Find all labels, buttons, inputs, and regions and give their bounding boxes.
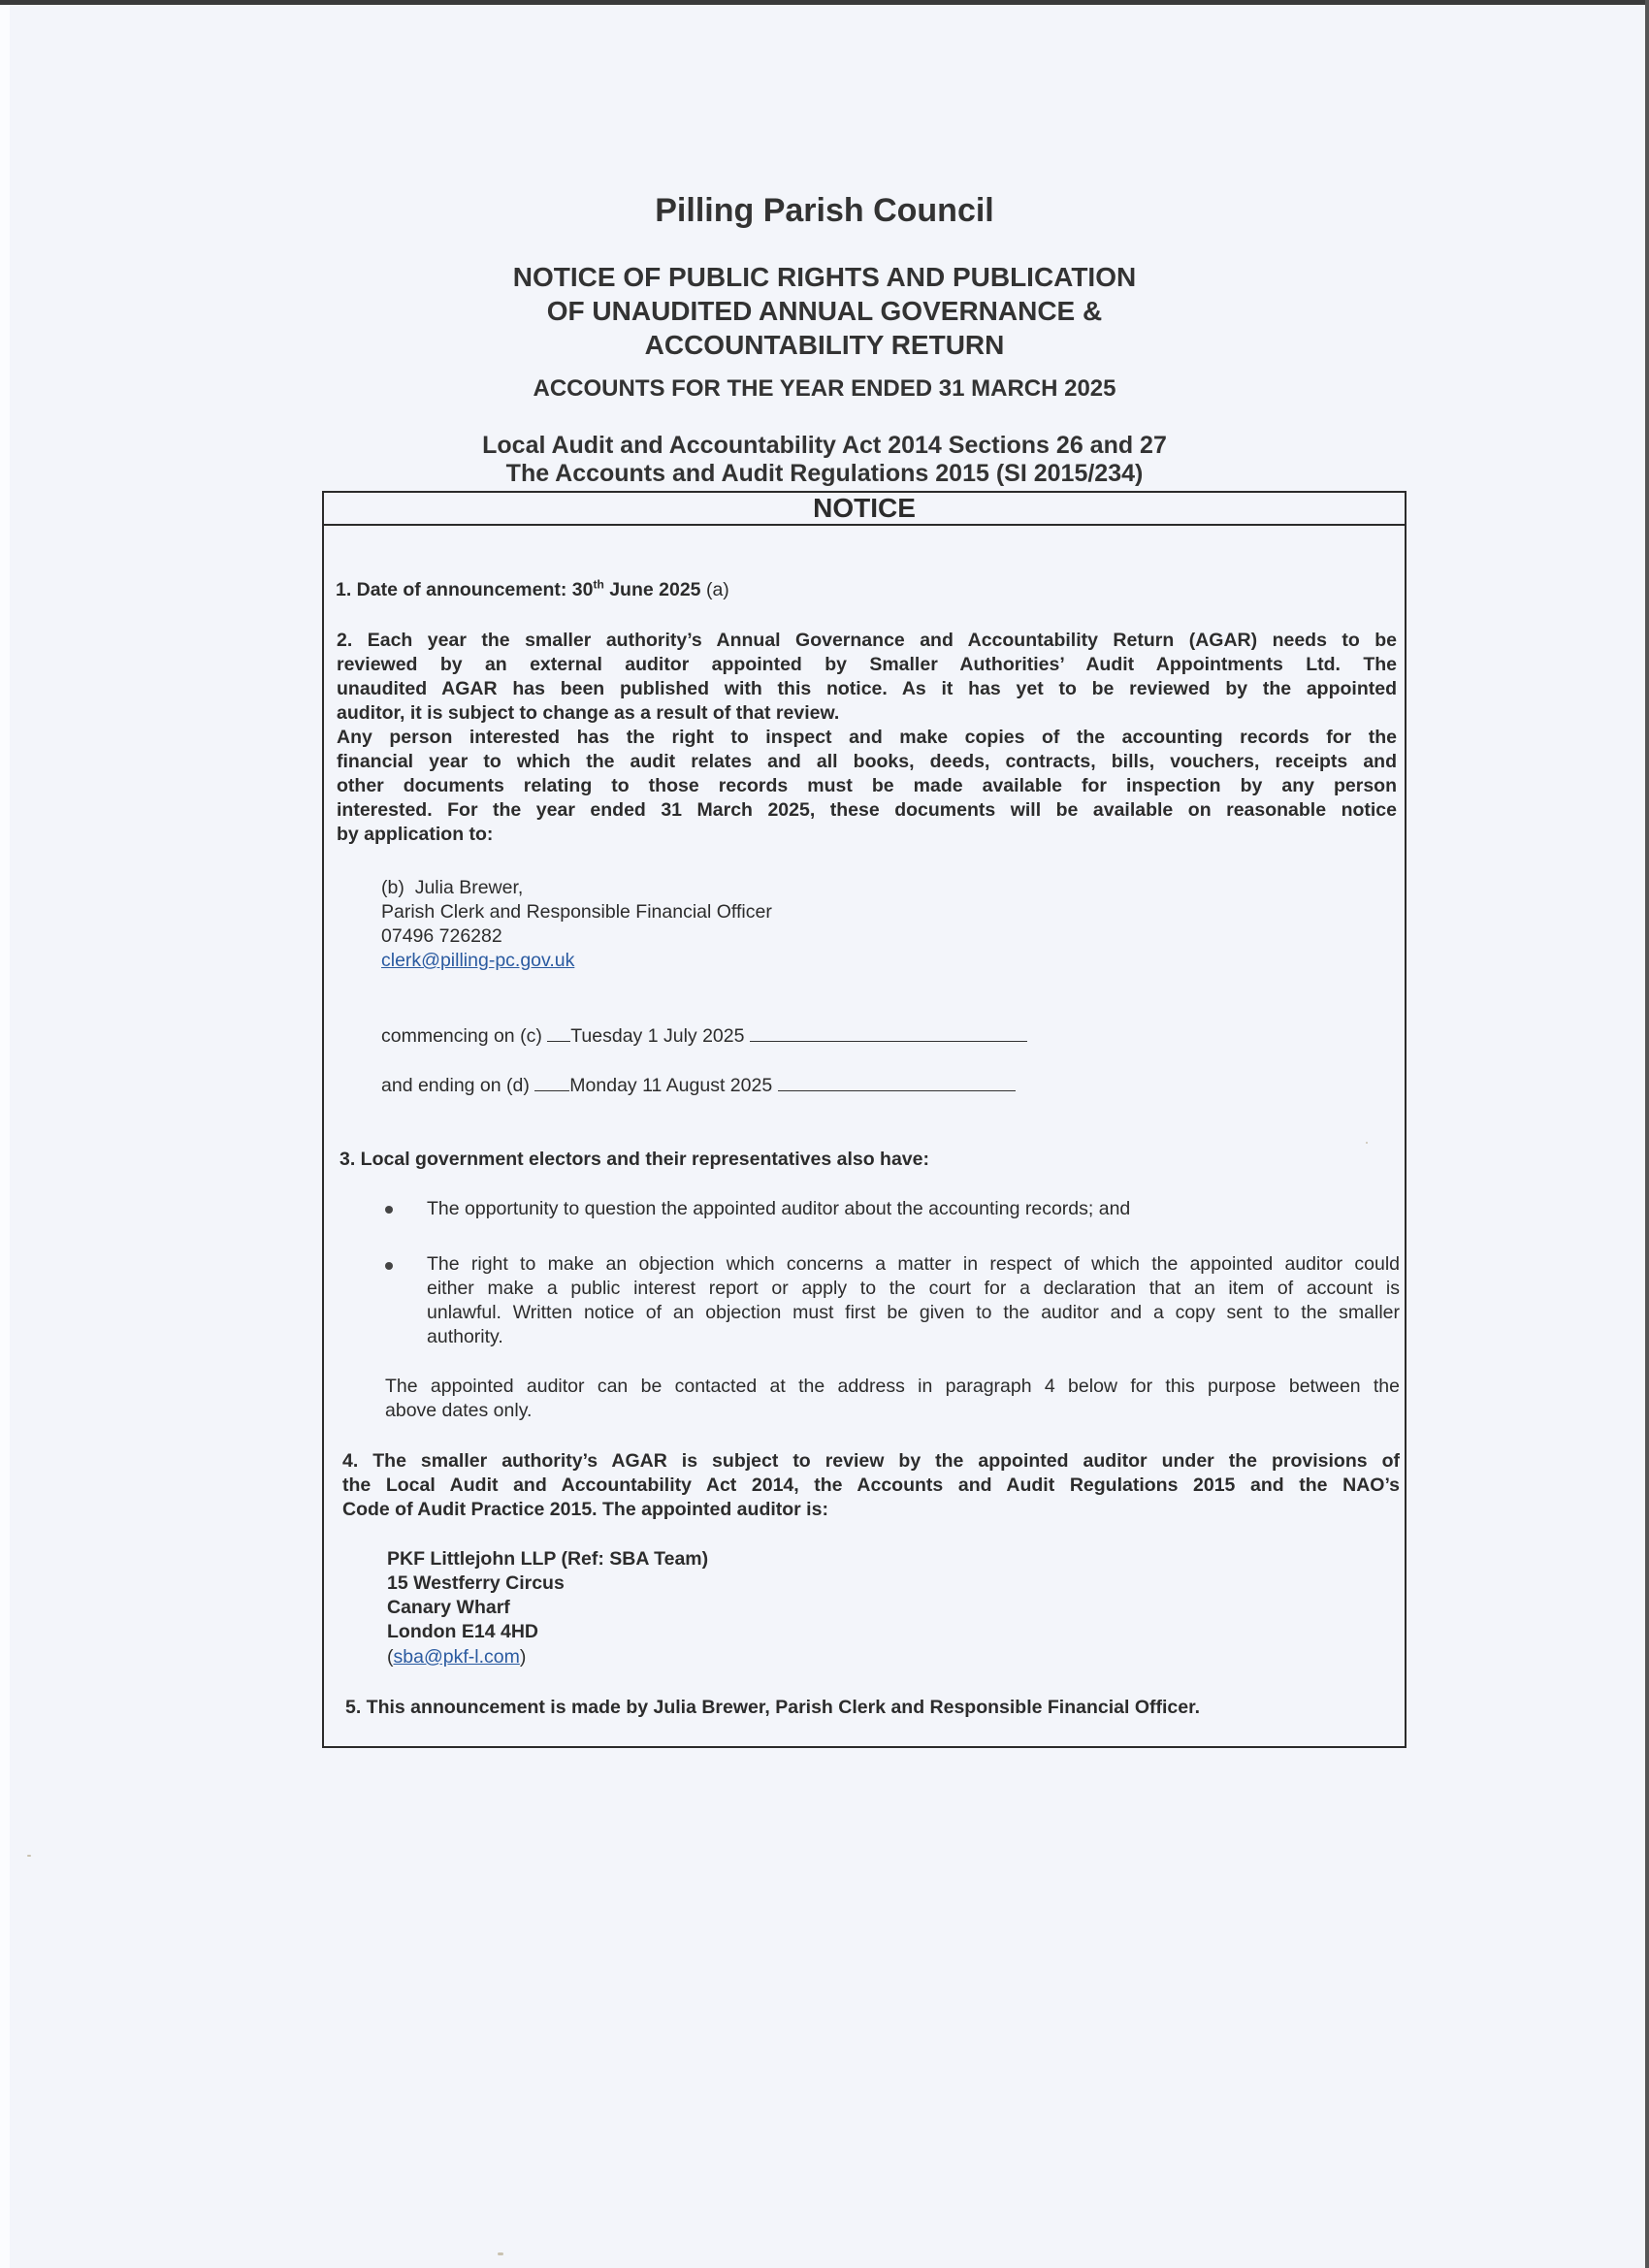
announcement-date xyxy=(336,578,729,602)
electors-right-objection-line-2: either make a public interest report or apply to the court for a declaration that an item of account is xyxy=(427,1278,1400,1299)
contact-email-link[interactable]: clerk@pilling-pc.gov.uk xyxy=(381,950,575,971)
contact-email-line xyxy=(381,949,574,973)
electors-right-objection-line-1: The right to make an objection which concerns a matter in respect of which the appointed auditor could xyxy=(427,1253,1400,1275)
electors-right-objection-line-3: unlawful. Written notice of an objection must first be given to the auditor and a copy sent to the smaller xyxy=(427,1302,1400,1323)
auditor-email-line xyxy=(387,1645,526,1669)
auditor-address-line-3: London E14 4HD xyxy=(387,1621,539,1642)
accounts-year-heading: ACCOUNTS FOR THE YEAR ENDED 31 MARCH 2025 xyxy=(533,375,1116,402)
auditor-email-link[interactable]: sba@pkf-l.com xyxy=(393,1646,520,1668)
para-2-line-9: by application to: xyxy=(337,824,494,845)
para-2-line-3: unaudited AGAR has been published with this notice. As it has yet to be reviewed by the appointed xyxy=(337,678,1397,699)
bullet-dot-icon xyxy=(385,1262,393,1270)
notice-heading: NOTICE xyxy=(324,493,1405,526)
contact-role: Parish Clerk and Responsible Financial Officer xyxy=(381,901,772,923)
para-2-line-5: Any person interested has the right to inspect and make copies of the accounting records for the xyxy=(337,727,1397,748)
announcement-date-rest: June 2025 xyxy=(603,579,701,600)
legislation-line-2: The Accounts and Audit Regulations 2015 (SI 2015/234) xyxy=(505,460,1144,487)
para-2-line-8: interested. For the year ended 31 March 2025, these documents will be available on reasonable notice xyxy=(337,799,1397,821)
commencing-line xyxy=(381,1023,1027,1049)
announcement-date-ordinal: th xyxy=(593,577,604,592)
auditor-contact-note-line-1: The appointed auditor can be contacted at the address in paragraph 4 below for this purpose between the xyxy=(385,1376,1400,1397)
legislation-line-1: Local Audit and Accountability Act 2014 Sections 26 and 27 xyxy=(482,432,1167,459)
announcement-date-ref: (a) xyxy=(700,579,729,600)
auditor-contact-note-line-2: above dates only. xyxy=(385,1400,533,1421)
para-2-line-4: auditor, it is subject to change as a result of that review. xyxy=(337,702,840,724)
ending-underline-tail xyxy=(778,1073,1016,1091)
scan-speck xyxy=(498,2252,503,2255)
para-2-line-2: reviewed by an external auditor appointed by Smaller Authorities’ Audit Appointments Ltd. The xyxy=(337,654,1397,675)
notice-title-line-2: OF UNAUDITED ANNUAL GOVERNANCE & xyxy=(546,296,1103,326)
contact-name-line xyxy=(381,876,523,900)
scan-speck xyxy=(1366,1142,1368,1144)
auditor-name: PKF Littlejohn LLP (Ref: SBA Team) xyxy=(387,1548,709,1570)
auditor-email-paren-close: ) xyxy=(519,1646,527,1668)
commencing-underline-lead xyxy=(547,1023,570,1042)
council-title: Pilling Parish Council xyxy=(655,192,994,229)
para-2-line-6: financial year to which the audit relates and all books, deeds, contracts, bills, vouchers, receipts and xyxy=(337,751,1397,772)
auditor-address-line-2: Canary Wharf xyxy=(387,1597,510,1618)
para-3-heading: 3. Local government electors and their representatives also have: xyxy=(340,1149,929,1170)
ending-date: Monday 11 August 2025 xyxy=(569,1075,773,1096)
para-2-line-7: other documents relating to those records must be made available for inspection by any person xyxy=(337,775,1397,796)
bullet-dot-icon xyxy=(385,1206,393,1214)
ending-underline-lead xyxy=(534,1073,569,1091)
ending-label: and ending on (d) xyxy=(381,1075,530,1096)
scan-speck xyxy=(27,1855,31,1857)
para-4-line-1: 4. The smaller authority’s AGAR is subject to review by the appointed auditor under the provisions of xyxy=(342,1450,1400,1472)
contact-ref: (b) xyxy=(381,877,404,898)
electors-right-objection-line-4: authority. xyxy=(427,1326,503,1347)
electors-right-question: The opportunity to question the appointed auditor about the accounting records; and xyxy=(427,1198,1131,1219)
para-4-line-3: Code of Audit Practice 2015. The appointed auditor is: xyxy=(342,1499,828,1520)
auditor-email-paren-open: ( xyxy=(387,1646,394,1668)
commencing-label: commencing on (c) xyxy=(381,1025,542,1047)
notice-title-line-3: ACCOUNTABILITY RETURN xyxy=(644,330,1005,360)
contact-name: Julia Brewer, xyxy=(414,877,524,898)
contact-phone: 07496 726282 xyxy=(381,925,502,947)
announcement-date-label: 1. Date of announcement: 30 xyxy=(336,579,594,600)
notice-title-line-1: NOTICE OF PUBLIC RIGHTS AND PUBLICATION xyxy=(512,262,1137,292)
commencing-date: Tuesday 1 July 2025 xyxy=(570,1025,745,1047)
para-4-line-2: the Local Audit and Accountability Act 2014, the Accounts and Audit Regulations 2015 and the NAO’s xyxy=(342,1474,1400,1496)
para-2-line-1: 2. Each year the smaller authority’s Annual Governance and Accountability Return (AGAR) needs to be xyxy=(337,630,1397,651)
auditor-address-line-1: 15 Westferry Circus xyxy=(387,1572,565,1594)
commencing-underline-tail xyxy=(750,1023,1027,1042)
ending-line xyxy=(381,1073,1016,1098)
para-5-announcement: 5. This announcement is made by Julia Brewer, Parish Clerk and Responsible Financial Officer. xyxy=(345,1697,1201,1718)
scan-edge-top xyxy=(0,0,1649,5)
